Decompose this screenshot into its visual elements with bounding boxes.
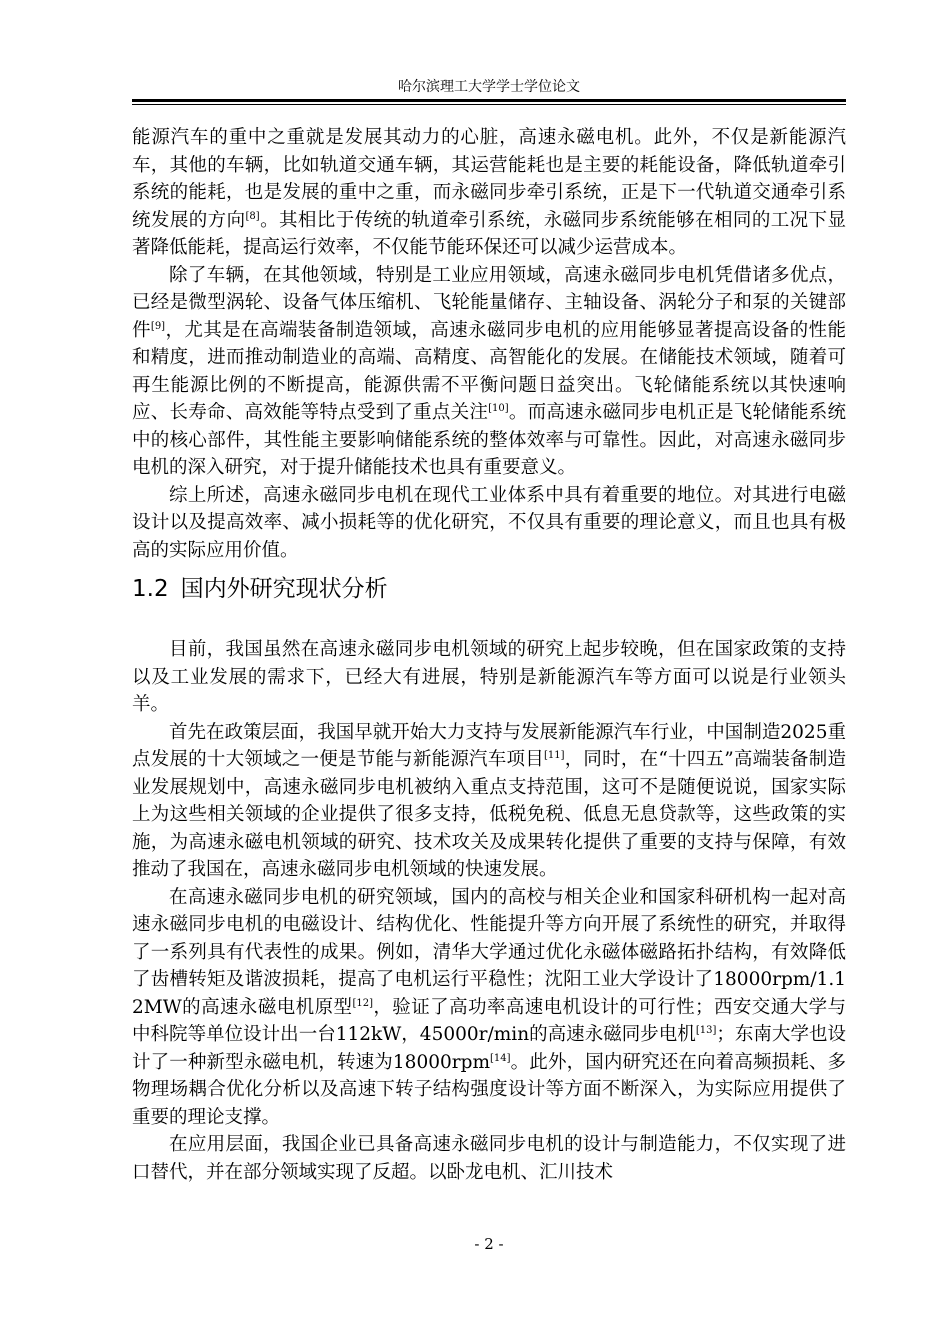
running-header: 哈尔滨理工大学学士学位论文 [398,79,580,95]
citation-ref: [13] [695,1024,717,1036]
citation-ref: [10] [488,402,509,414]
header-rule-thick [132,99,846,102]
text-run: ，同时，在“十四五”高端装备制造业发展规划中，高速永磁同步电机被纳入重点支持范围，这可不是随便说说，国家实际上为这些相关领域的企业提供了很多支持，低税免税、低息无息贷款等，这些政策的实施，为高速永磁电机领域的研究、技术攻关及成果转化提供了重要的支持与保障，有效推动了我国在，高速永磁同步电机领域的快速发展。 [132,749,846,880]
section-title: 国内外研究现状分析 [180,576,388,602]
text-run: 在应用层面，我国企业已具备高速永磁同步电机的设计与制造能力，不仅实现了进口替代，并在部分领域实现了反超。以卧龙电机、汇川技术 [132,1134,846,1183]
page-number: - 2 - [474,1235,504,1253]
paragraph-research [132,884,846,1132]
text-run: 。而高速永磁同步电机正是飞轮储能系统中的核心部件，其性能主要影响储能系统的整体效率与可靠性。因此，对高速永磁同步电机的深入研究，对于提升储能技术也具有重要意义。 [132,402,846,478]
citation-ref: [11] [543,749,565,761]
text-run: ；东南大学也设计了一种新型永磁电机，转速为18000rpm [132,1024,846,1073]
text-run: 首先在政策层面，我国早就开始大力支持与发展新能源汽车行业，中国制造2025重点发展的十大领域之一便是节能与新能源汽车项目 [132,721,846,770]
citation-ref: [9] [150,320,166,332]
paragraph-policy [132,719,846,884]
citation-ref: [8] [245,210,260,222]
section-number: 1.2 [132,576,169,602]
paragraph-application [132,1131,846,1186]
text-run: 目前，我国虽然在高速永磁同步电机领域的研究上起步较晚，但在国家政策的支持以及工业发展的需求下，已经大有进展，特别是新能源汽车等方面可以说是行业领头羊。 [132,639,846,715]
citation-ref: [14] [490,1052,511,1064]
text-run: 能源汽车的重中之重就是发展其动力的心脏，高速永磁电机。此外，不仅是新能源汽车，其他的车辆，比如轨道交通车辆，其运营能耗也是主要的耗能设备，降低轨道牵引系统的能耗，也是发展的重中之重，而永磁同步牵引系统，正是下一代轨道交通牵引系统发展的方向 [132,127,846,231]
text-run: 在高速永磁同步电机的研究领域，国内的高校与相关企业和国家科研机构一起对高速永磁同步电机的电磁设计、结构优化、性能提升等方向开展了系统性的研究，并取得了一系列具有代表性的成果。例如，清华大学通过优化永磁体磁路拓扑结构，有效降低了齿槽转矩及谐波损耗，提高了电机运行平稳性；沈阳工业大学设计了18000rpm/1.12MW的高速永磁电机原型 [132,886,846,1018]
paragraph-overview [132,636,846,719]
text-run: 除了车辆，在其他领域，特别是工业应用领域，高速永磁同步电机凭借诸多优点，已经是微型涡轮、设备气体压缩机、飞轮能量储存、主轴设备、涡轮分子和泵的关键部件 [132,264,846,341]
text-run: 综上所述，高速永磁同步电机在现代工业体系中具有着重要的地位。对其进行电磁设计以及提高效率、减小损耗等的优化研究，不仅具有重要的理论意义，而且也具有极高的实际应用价值。 [132,484,846,561]
text-run: ，尤其是在高端装备制造领域，高速永磁同步电机的应用能够显著提高设备的性能和精度，进而推动制造业的高端、高精度、高智能化的发展。在储能技术领域，随着可再生能源比例的不断提高，能源供需不平衡问题日益突出。飞轮储能系统以其快速响应、长寿命、高效能等特点受到了重点关注 [132,319,846,423]
section-heading [132,572,846,606]
text-run: 。其相比于传统的轨道牵引系统，永磁同步系统能够在相同的工况下显著降低能耗，提高运行效率，不仅能节能环保还可以减少运营成本。 [132,209,846,258]
header-rule-thin [132,104,846,105]
paragraph-applications [132,262,846,482]
main-text [132,124,846,1186]
paragraph-summary [132,482,846,565]
text-run: 。此外，国内研究还在向着高频损耗、多物理场耦合优化分析以及高速下转子结构强度设计等方面不断深入，为实际应用提供了重要的理论支撑。 [132,1051,846,1128]
citation-ref: [12] [352,997,373,1009]
paragraph-continuation [132,124,846,262]
text-run: ，验证了高功率高速电机设计的可行性；西安交通大学与中科院等单位设计出一台112kW，45000r/min的高速永磁同步电机 [132,996,846,1045]
